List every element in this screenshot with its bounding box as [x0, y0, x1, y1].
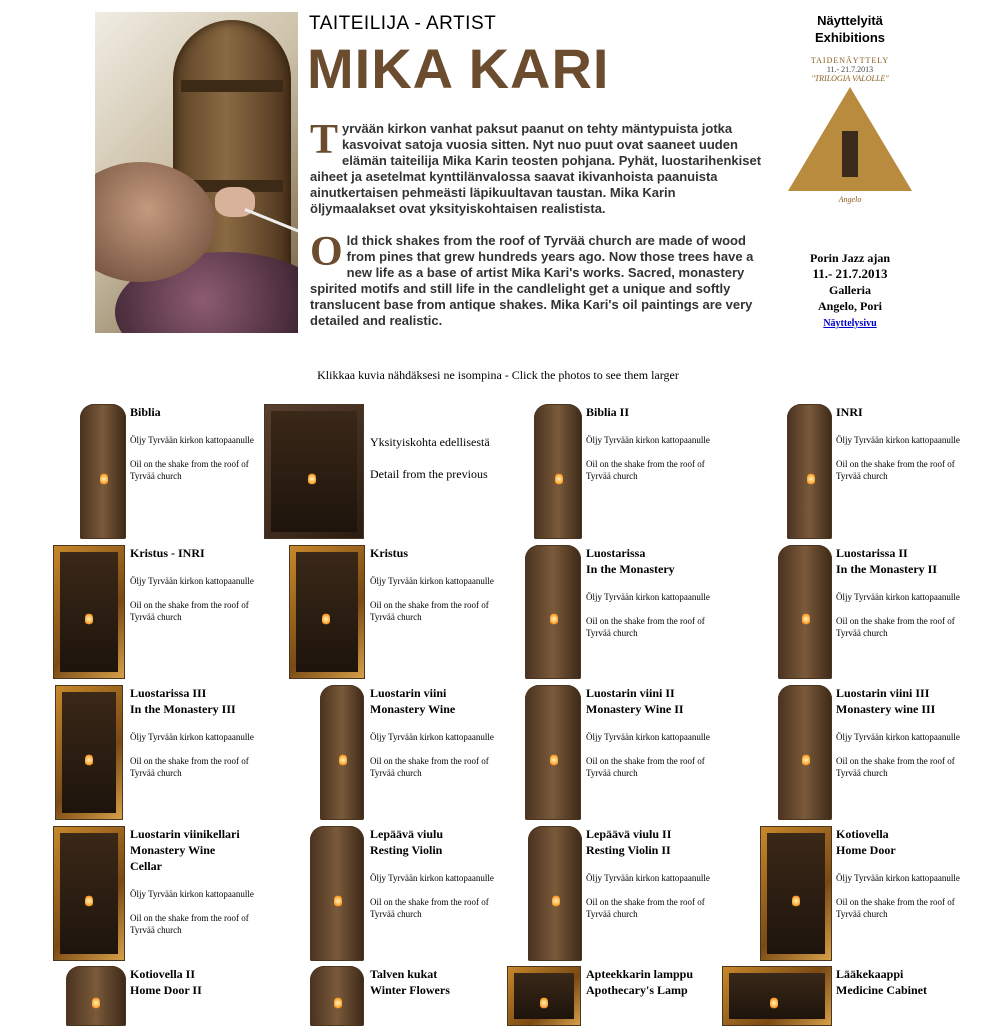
page-title: MIKA KARI [307, 37, 610, 100]
drop-cap: T [310, 117, 339, 163]
artwork-subtitle: Winter Flowers [370, 983, 450, 997]
material-english: Oil on the shake from the roof of Tyrvää church [586, 756, 705, 778]
material-english: Oil on the shake from the roof of Tyrvää church [130, 913, 249, 935]
material-finnish: Öljy Tyrvään kirkon kattopaanulle [130, 732, 254, 742]
material-english: Oil on the shake from the roof of Tyrvää church [370, 756, 489, 778]
material-finnish: Öljy Tyrvään kirkon kattopaanulle [586, 732, 710, 742]
artwork-title: Luostarissa [586, 546, 646, 560]
artwork-caption [130, 545, 260, 623]
artwork-thumbnail[interactable] [525, 685, 581, 820]
material-english: Oil on the shake from the roof of Tyrvää church [586, 897, 705, 919]
artwork-title: Luostarin viini III [836, 686, 930, 700]
artwork-subtitle: Detail from the previous [370, 467, 488, 481]
poster-artwork [842, 131, 858, 177]
artwork-subtitle: Home Door [836, 843, 896, 857]
material-finnish: Öljy Tyrvään kirkon kattopaanulle [370, 576, 494, 586]
artwork-title: Lääkekaappi [836, 967, 904, 981]
material-finnish: Öljy Tyrvään kirkon kattopaanulle [586, 873, 710, 883]
artwork-thumbnail[interactable] [722, 966, 832, 1026]
artwork-title: Kotiovella II [130, 967, 195, 981]
painting-inner [271, 411, 357, 532]
material-finnish: Öljy Tyrvään kirkon kattopaanulle [130, 576, 254, 586]
candle-flame [308, 472, 316, 486]
artwork-caption [586, 826, 716, 920]
artwork-subtitle: Apothecary's Lamp [586, 983, 688, 997]
artwork-title: Biblia [130, 405, 161, 419]
candle-flame [792, 894, 800, 908]
artwork-title: Lepäävä viulu II [586, 827, 672, 841]
artwork-subtitle: Resting Violin [370, 843, 443, 857]
artwork-thumbnail[interactable] [525, 545, 581, 679]
artwork-caption [586, 545, 716, 639]
drop-cap: O [310, 229, 343, 275]
artwork-title: Lepäävä viulu [370, 827, 444, 841]
artwork-caption [370, 826, 500, 920]
artwork-thumbnail[interactable] [53, 826, 125, 961]
exhibition-info [780, 250, 920, 332]
poster-title: TAIDENÄYTTELY [810, 56, 890, 65]
material-english: Oil on the shake from the roof of Tyrvää church [836, 897, 955, 919]
artwork-caption [836, 545, 966, 639]
artwork-caption [836, 685, 966, 779]
artwork-caption [836, 826, 966, 920]
exhibition-venue: Galleria [829, 283, 871, 297]
poster-gallery-logo: Angelo [838, 195, 862, 204]
page-kicker: TAITEILIJA - ARTIST [309, 13, 497, 34]
poster-triangle [788, 87, 912, 191]
artwork-caption [586, 685, 716, 779]
artwork-caption [836, 404, 966, 482]
candle-flame [550, 612, 558, 626]
artwork-thumbnail[interactable] [778, 545, 832, 679]
material-finnish: Öljy Tyrvään kirkon kattopaanulle [586, 592, 710, 602]
artwork-title: INRI [836, 405, 863, 419]
click-instruction: Klikkaa kuvia nähdäksesi ne isompina - Click the photos to see them larger [317, 368, 679, 382]
candle-flame [85, 753, 93, 767]
artwork-title: Kristus [370, 546, 409, 560]
artwork-thumbnail[interactable] [310, 966, 364, 1026]
artwork-thumbnail[interactable] [53, 545, 125, 679]
poster-dates: 11.- 21.7.2013 [826, 65, 874, 74]
artwork-subtitle: In the Monastery III [130, 702, 236, 716]
artist-photo [95, 12, 298, 333]
artwork-title: Yksityiskohta edellisestä [370, 435, 490, 449]
poster-subtitle: "TRILOGIA VALOLLE" [811, 74, 889, 83]
artwork-title: Kristus - INRI [130, 546, 205, 560]
candle-flame [334, 894, 342, 908]
artwork-title: Luostarissa III [130, 686, 207, 700]
candle-flame [540, 996, 548, 1010]
artwork-subtitle: Resting Violin II [586, 843, 671, 857]
artwork-caption [370, 545, 500, 623]
artwork-caption [586, 404, 716, 482]
candle-flame [555, 472, 563, 486]
candle-flame [322, 612, 330, 626]
candle-flame [92, 996, 100, 1010]
candle-flame [802, 753, 810, 767]
artwork-thumbnail[interactable] [787, 404, 832, 539]
material-finnish: Öljy Tyrvään kirkon kattopaanulle [836, 873, 960, 883]
artwork-title: Luostarissa II [836, 546, 908, 560]
artwork-subtitle: Medicine Cabinet [836, 983, 927, 997]
artwork-caption [586, 966, 716, 998]
exhibition-place: Angelo, Pori [818, 299, 882, 313]
artwork-title: Luostarin viini [370, 686, 447, 700]
material-finnish: Öljy Tyrvään kirkon kattopaanulle [586, 435, 710, 445]
exhibitions-heading-en: Exhibitions [814, 30, 886, 45]
artwork-thumbnail[interactable] [528, 826, 582, 961]
artwork-title: Kotiovella [836, 827, 889, 841]
artwork-thumbnail[interactable] [310, 826, 364, 961]
exhibition-dates: 11.- 21.7.2013 [812, 266, 888, 281]
exhibition-poster[interactable] [787, 56, 913, 242]
material-english: Oil on the shake from the roof of Tyrvää church [586, 459, 705, 481]
candle-flame [550, 753, 558, 767]
artwork-subtitle: Monastery Wine [370, 702, 456, 716]
candle-flame [807, 472, 815, 486]
exhibition-event: Porin Jazz ajan [810, 251, 890, 265]
intro-english [310, 229, 762, 329]
artwork-subtitle: Home Door II [130, 983, 202, 997]
material-finnish: Öljy Tyrvään kirkon kattopaanulle [370, 873, 494, 883]
artwork-subtitle: Monastery Wine II [586, 702, 684, 716]
artwork-caption [130, 404, 260, 482]
painting-inner [729, 973, 825, 1019]
intro-english-text: ld thick shakes from the roof of Tyrvää church are made of wood from pines that grew hundreds years ago. Now those trees have a new life as a base of artist Mika Kari's works. Sacred, monastery spirited motifs and still life in the candlelight get a unique and softly translucent base from antique shakes. Mika Kari's oil paintings are very detailed and realistic. [310, 233, 754, 328]
artwork-thumbnail[interactable] [760, 826, 832, 961]
artwork-thumbnail[interactable] [80, 404, 126, 539]
material-english: Oil on the shake from the roof of Tyrvää church [370, 897, 489, 919]
material-finnish: Öljy Tyrvään kirkon kattopaanulle [370, 732, 494, 742]
artwork-title: Luostarin viini II [586, 686, 675, 700]
artwork-caption [836, 966, 966, 998]
artwork-caption [130, 966, 260, 998]
candle-flame [339, 753, 347, 767]
candle-flame [552, 894, 560, 908]
candle-flame [802, 612, 810, 626]
exhibitions-heading-fi: Näyttelyitä [817, 13, 883, 28]
material-english: Oil on the shake from the roof of Tyrvää church [836, 616, 955, 638]
material-english: Oil on the shake from the roof of Tyrvää church [836, 459, 955, 481]
exhibitions-sidebar [780, 12, 920, 332]
artwork-subtitle: Cellar [130, 859, 162, 873]
artwork-subtitle: Monastery wine III [836, 702, 936, 716]
artwork-caption [370, 966, 500, 998]
artwork-subtitle: Monastery Wine [130, 843, 216, 857]
artwork-title: Luostarin viinikellari [130, 827, 240, 841]
candle-flame [85, 894, 93, 908]
artwork-caption [130, 685, 260, 779]
material-finnish: Öljy Tyrvään kirkon kattopaanulle [130, 435, 254, 445]
intro-finnish [310, 117, 762, 217]
artwork-caption [370, 685, 500, 779]
exhibition-page-link[interactable]: Näyttelysivu [823, 318, 877, 329]
candle-flame [85, 612, 93, 626]
material-english: Oil on the shake from the roof of Tyrvää church [370, 600, 489, 622]
material-english: Oil on the shake from the roof of Tyrvää church [130, 600, 249, 622]
artwork-title: Talven kukat [370, 967, 438, 981]
artwork-thumbnail[interactable] [507, 966, 581, 1026]
intro-finnish-text: yrvään kirkon vanhat paksut paanut on tehty mäntypuista jotka kasvoivat satoja vuosia sitten. Nyt nuo puut ovat saaneet uuden elämän taiteilija Mika Karin teosten pohjana. Pyhät, luostarihenkiset aiheet ja asetelmat kynttilänvalossa saavat ikivanhoista paanuista ainutkertaisen pehmeästi läpikuultavan taustan. Mika Karin öljymaalakset ovat yksityiskohtaisen realistista. [310, 121, 762, 216]
artwork-thumbnail[interactable] [289, 545, 365, 679]
material-finnish: Öljy Tyrvään kirkon kattopaanulle [836, 732, 960, 742]
artwork-thumbnail[interactable] [534, 404, 582, 539]
artwork-thumbnail[interactable] [55, 685, 123, 820]
artwork-subtitle: In the Monastery II [836, 562, 937, 576]
artwork-thumbnail[interactable] [320, 685, 364, 820]
material-english: Oil on the shake from the roof of Tyrvää church [130, 459, 249, 481]
artwork-thumbnail[interactable] [264, 404, 364, 539]
material-finnish: Öljy Tyrvään kirkon kattopaanulle [836, 435, 960, 445]
candle-flame [334, 996, 342, 1010]
material-english: Oil on the shake from the roof of Tyrvää church [586, 616, 705, 638]
material-finnish: Öljy Tyrvään kirkon kattopaanulle [130, 889, 254, 899]
material-english: Oil on the shake from the roof of Tyrvää church [130, 756, 249, 778]
artwork-title: Biblia II [586, 405, 630, 419]
material-english: Oil on the shake from the roof of Tyrvää church [836, 756, 955, 778]
candle-flame [100, 472, 108, 486]
artwork-caption [130, 826, 260, 936]
artwork-title: Apteekkarin lamppu [586, 967, 694, 981]
material-finnish: Öljy Tyrvään kirkon kattopaanulle [836, 592, 960, 602]
artwork-subtitle: In the Monastery [586, 562, 675, 576]
artwork-thumbnail[interactable] [66, 966, 126, 1026]
artwork-thumbnail[interactable] [778, 685, 832, 820]
artwork-caption [370, 434, 500, 482]
candle-flame [770, 996, 778, 1010]
